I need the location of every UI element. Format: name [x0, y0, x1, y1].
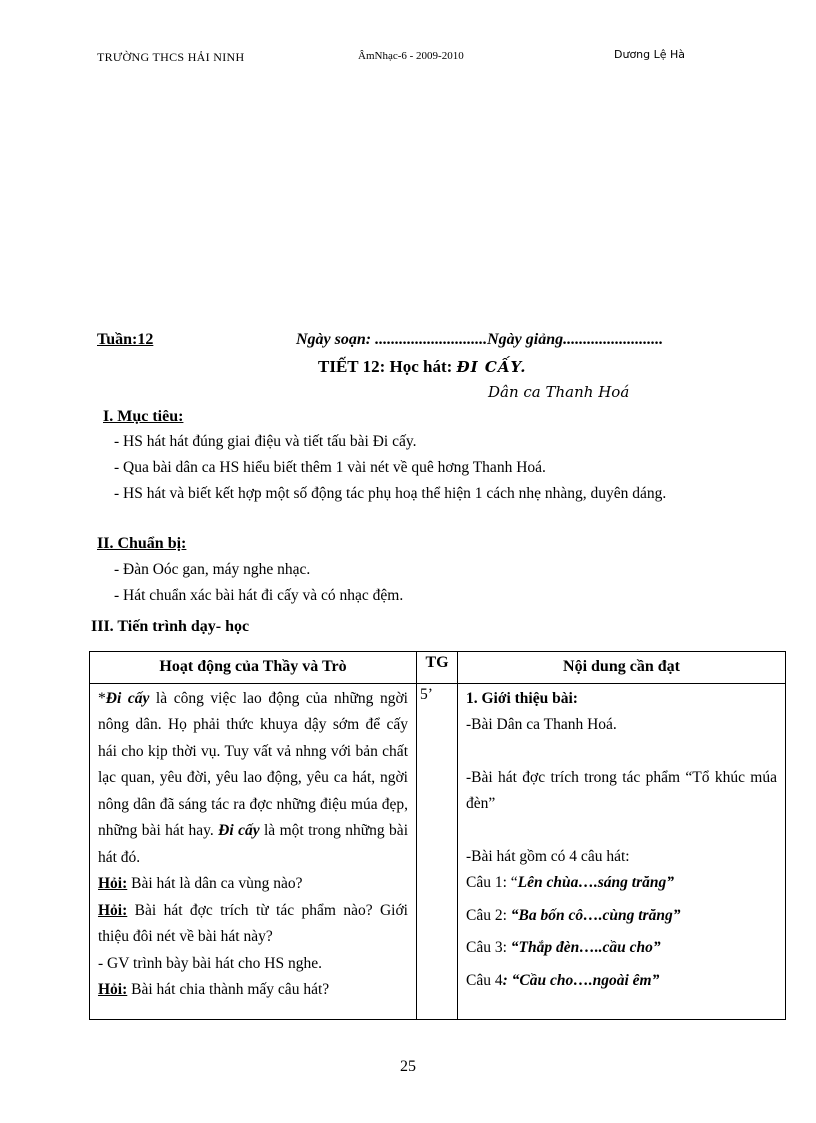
page-number: 25	[400, 1058, 416, 1075]
preparation-item: - Hát chuẩn xác bài hát đi cấy và có nhạc đệm.	[114, 587, 404, 604]
header-time: TG	[417, 652, 458, 684]
verse-line: Câu 2: “Ba bốn cô….cùng trăng”	[466, 906, 681, 924]
activity-intro: *Đi cấy là công việc lao động của những ngời nông dân. Họ phải thức khuya dậy sớm để cấy hái cho kịp thời vụ. Tuy vất vả nhng với bản chất lạc quan, yêu đời, yêu lao động, yêu ca hát, ngời nông dân đã sáng tác ra đợc những điệu múa đẹp, những bài hát hay. Đi cấy là một trong những bài hát đó.	[98, 689, 408, 866]
lesson-plan-table	[89, 651, 786, 1020]
question-2: Hỏi: Bài hát đợc trích từ tác phẩm nào? Giới thiệu đôi nét về bài hát này?	[98, 901, 408, 945]
content-cell	[458, 683, 786, 1019]
section-process-title: III. Tiến trình dạy- học	[91, 618, 250, 635]
question-label: Hỏi:	[98, 901, 128, 919]
content-line: -Bài hát đợc trích trong tác phẩm “Tổ khúc múa đèn”	[466, 768, 777, 812]
lesson-title	[318, 357, 526, 377]
lesson-prefix: TIẾT 12: Học hát:	[318, 357, 453, 376]
song-name-emphasis: Đi cấy	[105, 689, 150, 707]
section-objectives-title: I. Mục tiêu:	[103, 408, 184, 425]
header-author: Dương Lệ Hà	[614, 48, 686, 61]
verse-line: Câu 3: “Thắp đèn…..cầu cho”	[466, 939, 661, 956]
objective-item: - HS hát hát đúng giai điệu và tiết tấu bài Đi cấy.	[114, 433, 417, 450]
header-subject: ÂmNhạc-6 - 2009-2010	[358, 50, 464, 62]
content-line: -Bài hát gồm có 4 câu hát:	[466, 847, 630, 865]
question-1: Hỏi: Bài hát là dân ca vùng nào?	[98, 875, 303, 892]
verse-line: Câu 1: “Lên chùa….sáng trăng”	[466, 874, 674, 891]
content-line: -Bài Dân ca Thanh Hoá.	[466, 716, 617, 733]
song-name-emphasis: Đi cấy	[218, 822, 260, 839]
preparation-item: - Đàn Oóc gan, máy nghe nhạc.	[114, 561, 311, 578]
dates-line: Ngày soạn: ............................Ngày giảng.........................	[296, 331, 664, 348]
activity-cell	[90, 683, 417, 1019]
objective-item: - HS hát và biết kết hợp một số động tác phụ hoạ thể hiện 1 cách nhẹ nhàng, duyên dáng.	[114, 485, 667, 502]
table-row	[90, 683, 786, 1019]
question-3: Hỏi: Bài hát chia thành mấy câu hát?	[98, 981, 330, 998]
header-activity: Hoạt động của Thầy và Trò	[90, 652, 417, 684]
time-cell: 5’	[417, 683, 458, 1019]
table-header-row	[90, 652, 786, 684]
objective-item: - Qua bài dân ca HS hiểu biết thêm 1 vài nét về quê hơng Thanh Hoá.	[114, 459, 546, 476]
header-content: Nội dung cần đạt	[458, 652, 786, 684]
section-preparation-title: II. Chuẩn bị:	[97, 535, 187, 552]
header-school: TRƯỜNG THCS HẢI NINH	[97, 50, 245, 64]
teacher-action: - GV trình bày bài hát cho HS nghe.	[98, 954, 322, 972]
question-label: Hỏi:	[98, 981, 128, 998]
content-heading: 1. Giới thiệu bài:	[466, 689, 578, 707]
week-label: Tuần:12	[97, 331, 154, 348]
song-title: ĐI CẤY.	[456, 358, 527, 376]
verse-line: Câu 4: “Cầu cho….ngoài êm”	[466, 971, 660, 989]
question-label: Hỏi:	[98, 875, 128, 892]
song-origin: Dân ca Thanh Hoá	[488, 383, 630, 401]
